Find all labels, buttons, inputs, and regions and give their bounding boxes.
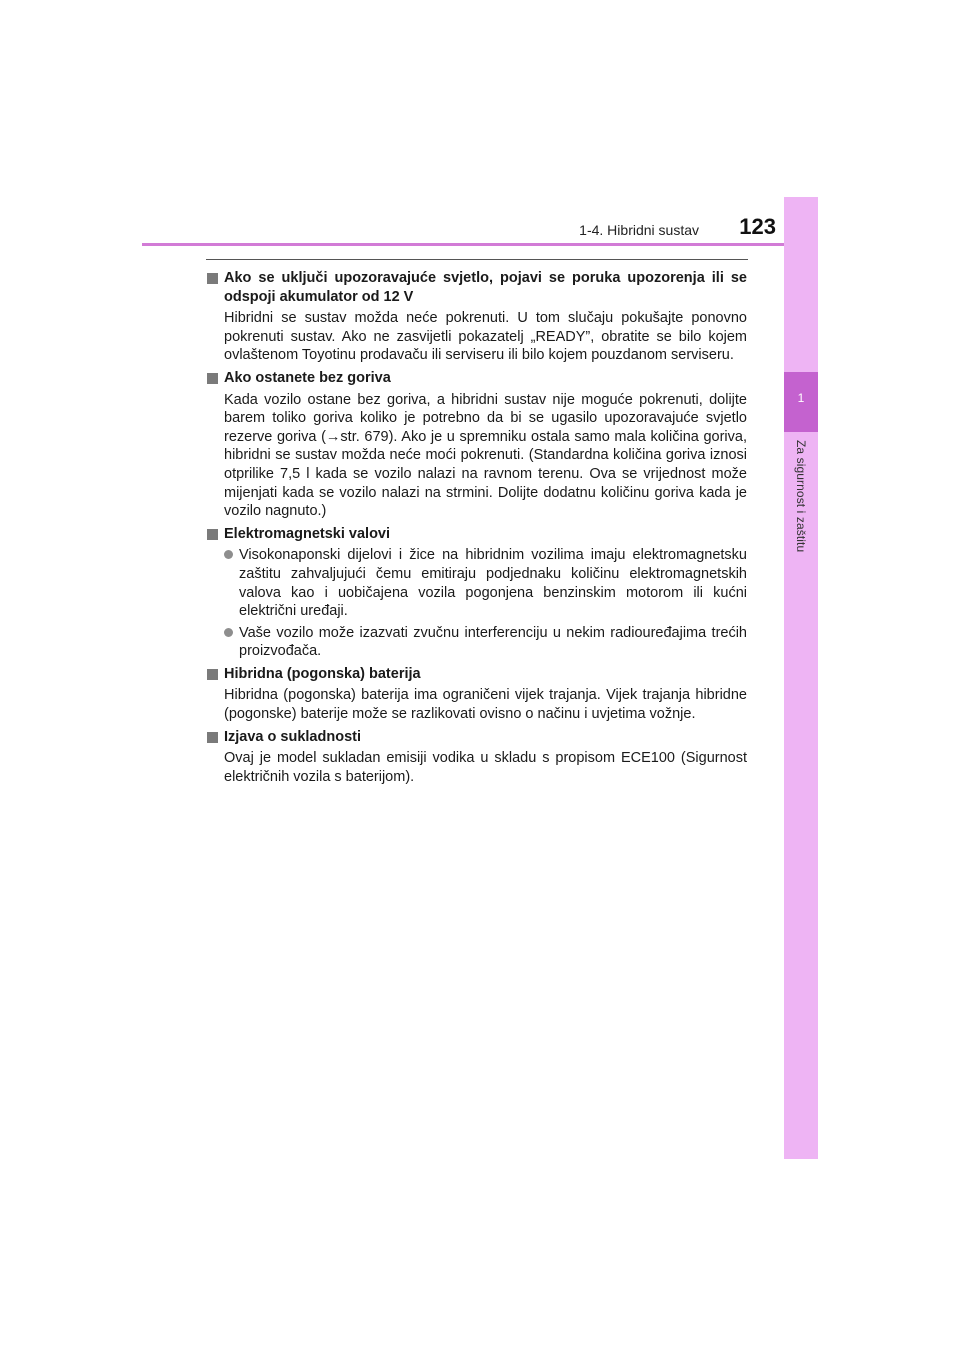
list-item: [224, 624, 747, 661]
page-number: 123: [739, 214, 776, 239]
heading-text: Ako ostanete bez goriva: [224, 369, 391, 386]
section-paragraph: Ovaj je model sukladan emisiji vodika u skladu s propisom ECE100 (Sigurnost električnih vozila s baterijom).: [224, 750, 747, 785]
section-title: 1-4. Hibridni sustav: [579, 222, 699, 238]
chapter-title: Za sigurnost i zaštitu: [794, 440, 808, 553]
heading-text: Hibridna (pogonska) baterija: [224, 665, 421, 682]
square-bullet-icon: [207, 273, 218, 284]
section-heading: [207, 728, 747, 747]
heading-text: Ako se uključi upozoravajuće svjetlo, pojavi se poruka upozorenja ili se odspoji akumulator od 12 V: [224, 270, 747, 305]
list-item-text: Vaše vozilo može izazvati zvučnu interferenciju u nekim radiouređajima trećih proizvođača.: [239, 624, 747, 660]
circle-bullet-icon: [224, 628, 233, 637]
content-divider: [206, 259, 748, 260]
section-heading: [207, 665, 747, 684]
section-heading: [207, 525, 747, 544]
section-heading: [207, 369, 747, 388]
square-bullet-icon: [207, 529, 218, 540]
square-bullet-icon: [207, 373, 218, 384]
heading-text: Izjava o sukladnosti: [224, 728, 361, 745]
chapter-side-tab: [784, 197, 818, 1159]
content-body: [207, 265, 747, 786]
heading-text: Elektromagnetski valovi: [224, 525, 391, 542]
square-bullet-icon: [207, 732, 218, 743]
header-rule: [142, 243, 818, 246]
section-paragraph: Hibridni se sustav možda neće pokrenuti. U tom slučaju pokušajte ponovno pokrenuti sustav. Ako ne zasvijetli pokazatelj „READY”, obratite se bilo kojem ovlaštenom Toyotinu prodavaču ili serviseru ili bilo kojem pouzdanom serviseru.: [224, 310, 747, 364]
chapter-number: 1: [797, 391, 805, 405]
list-item: [224, 546, 747, 620]
section-paragraph: Hibridna (pogonska) baterija ima ograničeni vijek trajanja. Vijek trajanja hibridne (pogonske) baterije može se razlikovati ovisno o načinu i uvjetima vožnje.: [224, 687, 747, 723]
section-paragraph: Kada vozilo ostane bez goriva, a hibridni sustav nije moguće pokrenuti, dolijte barem toliko goriva koliko je potrebno da bi se ugasilo upozoravajuće svjetlo rezerve goriva (→str. 679). Ako je u spremniku ostala samo mala količina goriva, hibridni se sustav možda neće moći pokrenuti. (Standardna količina goriva iznosi otprilike 7,5 l kada se vozilo nalazi na ravnom terenu. Ova se vrijednost može mijenjati kada se vozilo nalazi na strmini. Dolijte dodatnu količinu goriva kada je vozilo nagnuto.): [224, 391, 747, 520]
square-bullet-icon: [207, 669, 218, 680]
circle-bullet-icon: [224, 550, 233, 559]
list-item-text: Visokonaponski dijelovi i žice na hibridnim vozilima imaju elektromagnetsku zaštitu zahvaljujući čemu emitiraju podjednaku količinu elektromagnetskih valova kao i uobičajena vozila pogonjena benzinskim motorom ili kućni električni uređaji.: [239, 547, 747, 620]
section-heading: [207, 269, 747, 306]
